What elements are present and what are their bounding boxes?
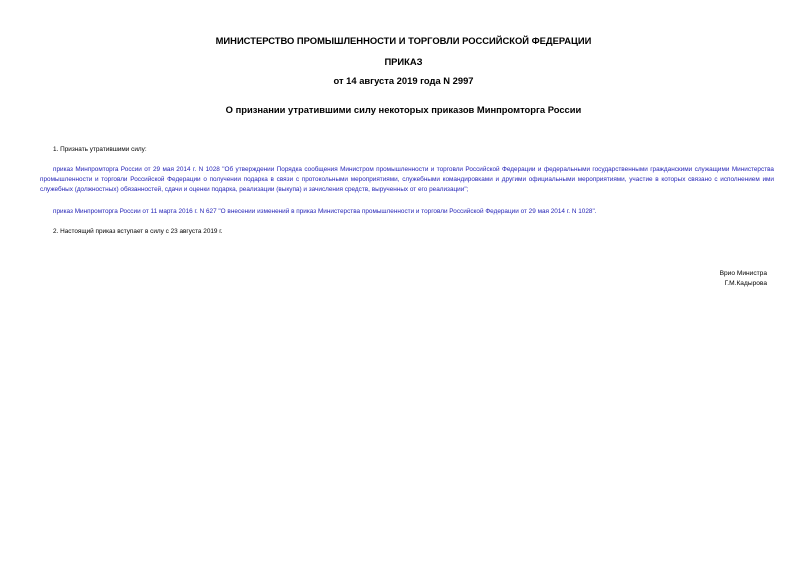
signatory-position: Врио Министра bbox=[719, 270, 767, 277]
document-type-heading: ПРИКАЗ bbox=[384, 56, 423, 67]
document-date-number: от 14 августа 2019 года N 2997 bbox=[333, 75, 474, 86]
signatory-name: Г.М.Кадырова bbox=[724, 280, 767, 287]
repealed-order-link-2[interactable]: приказ Минпромторга России от 11 марта 2016 г. N 627 "О внесении изменений в приказ Министерства промышленности и торговли Российской Федерации от 29 мая 2014 г. N 1028". bbox=[53, 208, 597, 215]
document-subject: О признании утратившими силу некоторых приказов Минпромторга России bbox=[225, 104, 582, 115]
paragraph-item-2: 2. Настоящий приказ вступает в силу с 23 августа 2019 г. bbox=[53, 228, 223, 235]
paragraph-item-1: 1. Признать утратившими силу: bbox=[53, 146, 147, 153]
repealed-order-link-1[interactable]: приказ Минпромторга России от 29 мая 2014 г. N 1028 "Об утверждении Порядка сообщения Министром промышленности и торговли Российской Федерации и федеральными государственными гражданскими служащими Министерства промышленности и торговли Российской Федерации о получении подарка в связи с протокольными мероприятиями, служебными командировками и другими официальными мероприятиями, участие в которых связано с исполнением ими служебных (должностных) обязанностей, сдачи и оценки подарка, реализации (выкупа) и зачисления средств, вырученных от его реализации"; bbox=[40, 166, 774, 193]
ministry-heading: МИНИСТЕРСТВО ПРОМЫШЛЕННОСТИ И ТОРГОВЛИ РОССИЙСКОЙ ФЕДЕРАЦИИ bbox=[215, 35, 592, 46]
